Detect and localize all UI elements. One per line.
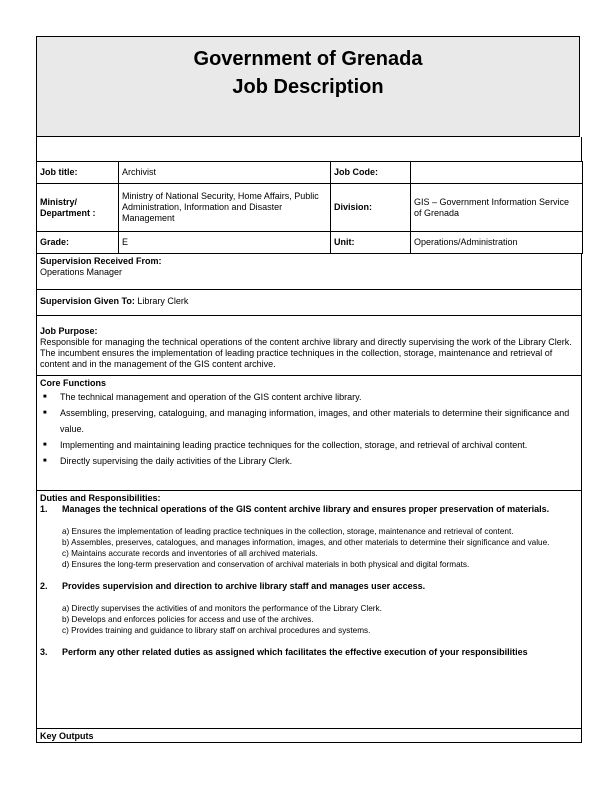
supervision-given-value: Library Clerk — [137, 296, 189, 306]
duty-3-text: Perform any other related duties as assigned which facilitates the effective execution of your responsibilities — [62, 647, 528, 657]
job-purpose-text: Responsible for managing the technical operations of the content archive library and directly supervising the work of the Library Clerk. The incumbent ensures the implementation of leading practice techniques in the collection, storage, maintenance and retrieval of content and in the management of the GIS content archive. — [40, 337, 572, 369]
duty-2-sub-a: a) Directly supervises the activities of and monitors the performance of the Library Clerk. — [62, 604, 382, 613]
duty-3-number: 3. — [40, 647, 48, 657]
duty-2-text: Provides supervision and direction to archive library staff and manages user access. — [62, 581, 426, 591]
duty-1-title — [40, 504, 578, 515]
document-title: Job Description — [232, 76, 384, 98]
job-code-label: Job Code: — [331, 162, 411, 184]
unit-value: Operations/Administration — [411, 232, 583, 254]
supervision-received-value: Operations Manager — [40, 267, 123, 277]
ministry-value: Ministry of National Security, Home Affairs, Public Administration, Information and Disaster Management — [119, 184, 331, 232]
grade-value: E — [119, 232, 331, 254]
grade-label: Grade: — [37, 232, 119, 254]
job-purpose-heading: Job Purpose: — [40, 326, 98, 336]
duty-1-sub-b: b) Assembles, preserves, catalogues, and manages information, images, and other materials to determine their significance and value. — [62, 538, 550, 547]
grade-row — [37, 232, 583, 254]
supervision-given-section — [36, 290, 582, 316]
supervision-received-heading: Supervision Received From: — [40, 256, 162, 266]
core-function-item: ■ Assembling, preserving, cataloguing, and managing information, images, and other materials to determine their significance and value. — [40, 405, 578, 437]
duty-1-sub-c: c) Maintains accurate records and inventories of all archived materials. — [62, 549, 318, 558]
duties-heading: Duties and Responsibilities: — [40, 493, 161, 503]
duty-1-sub-a: a) Ensures the implementation of leading practice techniques in the collection, storage, maintenance and retrieval of content. — [62, 527, 514, 536]
unit-label: Unit: — [331, 232, 411, 254]
job-title-label: Job title: — [37, 162, 119, 184]
key-outputs-section — [36, 729, 582, 743]
core-function-item: ■ Implementing and maintaining leading practice techniques for the collection, storage, and retrieval of archival content. — [40, 437, 578, 453]
job-description-page — [36, 36, 582, 743]
key-outputs-heading: Key Outputs — [40, 731, 94, 741]
job-title-value: Archivist — [119, 162, 331, 184]
duty-2-title — [40, 581, 578, 592]
duty-1-sub-d: d) Ensures the long-term preservation and conservation of archival materials in both physical and digital formats. — [62, 560, 470, 569]
job-code-value — [411, 162, 583, 184]
ministry-label: Ministry/ Department : — [37, 184, 119, 232]
ministry-row — [37, 184, 583, 232]
core-functions-section — [36, 376, 582, 491]
job-info-table — [36, 161, 583, 254]
core-functions-list — [40, 389, 578, 469]
core-functions-heading: Core Functions — [40, 378, 107, 388]
division-value: GIS – Government Information Service of Grenada — [411, 184, 583, 232]
duty-1-text: Manages the technical operations of the GIS content archive library and ensures proper preservation of materials. — [62, 504, 550, 514]
government-title: Government of Grenada — [193, 48, 423, 70]
duty-1-number: 1. — [40, 504, 48, 514]
supervision-received-section — [36, 254, 582, 290]
core-function-item: ■ The technical management and operation of the GIS content archive library. — [40, 389, 578, 405]
duty-3-title — [40, 647, 578, 658]
duty-2-sub-c: c) Provides training and guidance to library staff on archival procedures and systems. — [62, 626, 371, 635]
job-purpose-section — [36, 316, 582, 376]
banner-spacer — [36, 137, 582, 161]
core-function-item: ■ Directly supervising the daily activities of the Library Clerk. — [40, 453, 578, 469]
job-title-row — [37, 162, 583, 184]
supervision-given-heading: Supervision Given To: — [40, 296, 135, 306]
duties-section — [36, 491, 582, 729]
duty-2-number: 2. — [40, 581, 48, 591]
duty-2-sub-b: b) Develops and enforces policies for access and use of the archives. — [62, 615, 314, 624]
title-banner — [36, 36, 580, 137]
division-label: Division: — [331, 184, 411, 232]
